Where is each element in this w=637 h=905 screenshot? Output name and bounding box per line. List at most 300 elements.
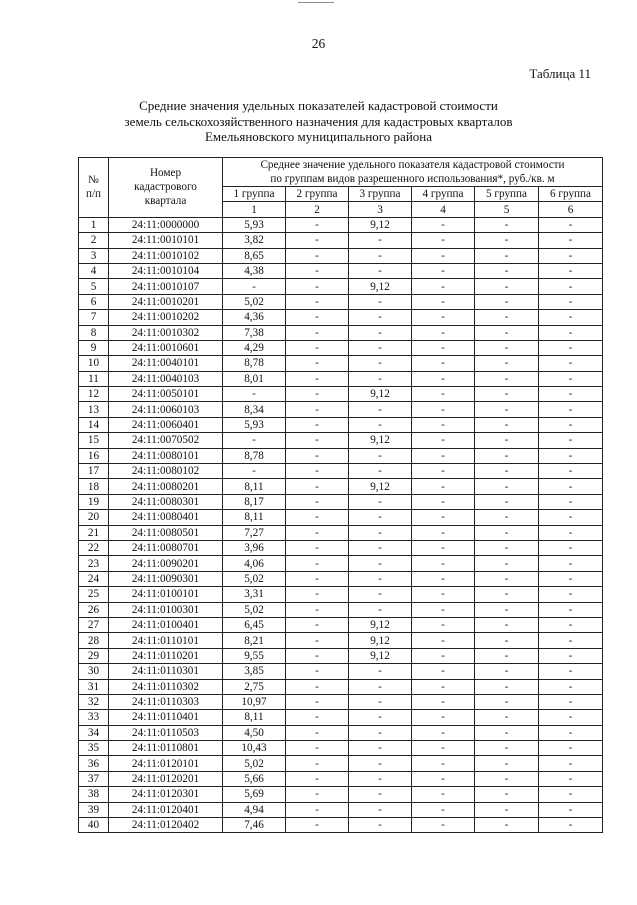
group-1-value: 5,02 [223, 294, 286, 309]
group-6-value: - [539, 679, 603, 694]
group-5-value: - [475, 387, 539, 402]
group-4-value: - [412, 417, 475, 432]
group-2-value: - [286, 633, 349, 648]
group-3-value: - [349, 233, 412, 248]
group-1-value: 5,69 [223, 787, 286, 802]
row-number-cell: 26 [79, 602, 109, 617]
group-1-value: 8,11 [223, 510, 286, 525]
group-6-value: - [539, 310, 603, 325]
group-1-value: 5,93 [223, 217, 286, 232]
header-group-6: 6 группа [539, 187, 603, 202]
group-4-value: - [412, 340, 475, 355]
group-2-value: - [286, 741, 349, 756]
group-4-value: - [412, 356, 475, 371]
group-2-value: - [286, 356, 349, 371]
group-6-value: - [539, 802, 603, 817]
group-6-value: - [539, 787, 603, 802]
group-2-value: - [286, 664, 349, 679]
group-3-value: - [349, 310, 412, 325]
table-body [79, 217, 603, 833]
group-2-value: - [286, 464, 349, 479]
group-6-value: - [539, 725, 603, 740]
group-3-value: - [349, 294, 412, 309]
group-6-value: - [539, 694, 603, 709]
group-5-value: - [475, 787, 539, 802]
group-5-value: - [475, 417, 539, 432]
row-number-cell: 14 [79, 417, 109, 432]
cadastral-number-cell: 24:11:0110302 [109, 679, 223, 694]
group-1-value: 3,85 [223, 664, 286, 679]
group-4-value: - [412, 756, 475, 771]
group-5-value: - [475, 679, 539, 694]
document-title [60, 98, 577, 145]
group-3-value: - [349, 556, 412, 571]
group-6-value: - [539, 402, 603, 417]
row-number-cell: 23 [79, 556, 109, 571]
cadastral-number-cell: 24:11:0120101 [109, 756, 223, 771]
row-number-cell: 16 [79, 448, 109, 463]
group-6-value: - [539, 494, 603, 509]
row-number-cell: 35 [79, 741, 109, 756]
row-number-cell: 20 [79, 510, 109, 525]
table-row [79, 464, 603, 479]
table-row [79, 725, 603, 740]
row-number-cell: 38 [79, 787, 109, 802]
group-3-value: 9,12 [349, 279, 412, 294]
row-number-cell: 30 [79, 664, 109, 679]
group-6-value: - [539, 448, 603, 463]
group-1-value: - [223, 279, 286, 294]
group-5-value: - [475, 725, 539, 740]
header-num-line-2: п/п [85, 188, 102, 201]
group-1-value: 5,93 [223, 417, 286, 432]
cadastral-number-cell: 24:11:0060401 [109, 417, 223, 432]
table-row [79, 510, 603, 525]
table-row [79, 818, 603, 833]
group-2-value: - [286, 448, 349, 463]
table-row [79, 310, 603, 325]
group-4-value: - [412, 263, 475, 278]
group-1-value: 4,38 [223, 263, 286, 278]
row-number-cell: 13 [79, 402, 109, 417]
cadastral-number-cell: 24:11:0110801 [109, 741, 223, 756]
row-number-cell: 36 [79, 756, 109, 771]
group-5-value: - [475, 617, 539, 632]
cadastral-number-cell: 24:11:0010107 [109, 279, 223, 294]
row-number-cell: 5 [79, 279, 109, 294]
group-2-value: - [286, 540, 349, 555]
group-1-value: 6,45 [223, 617, 286, 632]
cadastral-number-cell: 24:11:0050101 [109, 387, 223, 402]
group-1-value: 3,31 [223, 587, 286, 602]
group-4-value: - [412, 679, 475, 694]
group-4-value: - [412, 602, 475, 617]
group-2-value: - [286, 771, 349, 786]
group-6-value: - [539, 771, 603, 786]
group-6-value: - [539, 571, 603, 586]
header-cadastral-number [109, 158, 223, 218]
cadastral-number-cell: 24:11:0080701 [109, 540, 223, 555]
group-1-value: 8,11 [223, 710, 286, 725]
cadastral-number-cell: 24:11:0080501 [109, 525, 223, 540]
group-4-value: - [412, 617, 475, 632]
table-row [79, 664, 603, 679]
group-5-value: - [475, 464, 539, 479]
cadastral-number-cell: 24:11:0110503 [109, 725, 223, 740]
group-5-value: - [475, 402, 539, 417]
group-6-value: - [539, 279, 603, 294]
group-1-value: 5,02 [223, 756, 286, 771]
group-5-value: - [475, 263, 539, 278]
group-5-value: - [475, 710, 539, 725]
cadastral-number-cell: 24:11:0010302 [109, 325, 223, 340]
group-4-value: - [412, 387, 475, 402]
header-kad-line-3: квартала [144, 195, 187, 208]
cadastral-number-cell: 24:11:0100301 [109, 602, 223, 617]
group-3-value: 9,12 [349, 387, 412, 402]
table-row [79, 679, 603, 694]
table-row [79, 294, 603, 309]
group-2-value: - [286, 340, 349, 355]
group-5-value: - [475, 325, 539, 340]
group-3-value: - [349, 756, 412, 771]
table-row [79, 741, 603, 756]
header-kad-line-1: Номер [149, 167, 182, 180]
cadastral-number-cell: 24:11:0110401 [109, 710, 223, 725]
group-5-value: - [475, 340, 539, 355]
group-6-value: - [539, 602, 603, 617]
group-1-value: 8,78 [223, 448, 286, 463]
group-6-value: - [539, 617, 603, 632]
row-number-cell: 12 [79, 387, 109, 402]
row-number-cell: 27 [79, 617, 109, 632]
group-3-value: 9,12 [349, 217, 412, 232]
group-2-value: - [286, 371, 349, 386]
cadastral-number-cell: 24:11:0120402 [109, 818, 223, 833]
group-4-value: - [412, 233, 475, 248]
group-5-value: - [475, 310, 539, 325]
group-6-value: - [539, 710, 603, 725]
cadastral-number-cell: 24:11:0080102 [109, 464, 223, 479]
group-3-value: - [349, 494, 412, 509]
column-number-4: 4 [412, 202, 475, 217]
group-4-value: - [412, 571, 475, 586]
group-2-value: - [286, 710, 349, 725]
table-row [79, 710, 603, 725]
group-1-value: 10,97 [223, 694, 286, 709]
group-1-value: 5,02 [223, 571, 286, 586]
group-6-value: - [539, 340, 603, 355]
table-row [79, 448, 603, 463]
group-3-value: 9,12 [349, 617, 412, 632]
row-number-cell: 18 [79, 479, 109, 494]
group-6-value: - [539, 587, 603, 602]
cadastral-value-table [78, 157, 603, 833]
group-4-value: - [412, 310, 475, 325]
group-6-value: - [539, 356, 603, 371]
group-5-value: - [475, 356, 539, 371]
group-5-value: - [475, 248, 539, 263]
table-row [79, 587, 603, 602]
cadastral-number-cell: 24:11:0100401 [109, 617, 223, 632]
table-row [79, 417, 603, 432]
group-2-value: - [286, 433, 349, 448]
table-row [79, 402, 603, 417]
group-3-value: 9,12 [349, 433, 412, 448]
row-number-cell: 29 [79, 648, 109, 663]
group-1-value: 8,17 [223, 494, 286, 509]
group-1-value: 8,01 [223, 371, 286, 386]
group-6-value: - [539, 217, 603, 232]
group-1-value: 5,02 [223, 602, 286, 617]
group-2-value: - [286, 617, 349, 632]
row-number-cell: 6 [79, 294, 109, 309]
group-6-value: - [539, 540, 603, 555]
table-row [79, 787, 603, 802]
table-row [79, 633, 603, 648]
group-1-value: 4,29 [223, 340, 286, 355]
row-number-cell: 28 [79, 633, 109, 648]
header-kad-line-2: кадастрового [134, 181, 197, 194]
cadastral-number-cell: 24:11:0010102 [109, 248, 223, 263]
group-5-value: - [475, 540, 539, 555]
table-row [79, 694, 603, 709]
group-2-value: - [286, 310, 349, 325]
group-4-value: - [412, 479, 475, 494]
group-4-value: - [412, 248, 475, 263]
group-5-value: - [475, 756, 539, 771]
group-2-value: - [286, 417, 349, 432]
group-6-value: - [539, 510, 603, 525]
cadastral-number-cell: 24:11:0060103 [109, 402, 223, 417]
group-4-value: - [412, 802, 475, 817]
column-number-1: 1 [223, 202, 286, 217]
group-2-value: - [286, 279, 349, 294]
group-5-value: - [475, 217, 539, 232]
cadastral-number-cell: 24:11:0110201 [109, 648, 223, 663]
group-5-value: - [475, 818, 539, 833]
row-number-cell: 32 [79, 694, 109, 709]
group-4-value: - [412, 402, 475, 417]
group-5-value: - [475, 525, 539, 540]
group-1-value: 9,55 [223, 648, 286, 663]
group-2-value: - [286, 479, 349, 494]
group-6-value: - [539, 633, 603, 648]
group-4-value: - [412, 741, 475, 756]
group-1-value: 8,34 [223, 402, 286, 417]
table-row [79, 263, 603, 278]
group-1-value: 4,36 [223, 310, 286, 325]
group-6-value: - [539, 263, 603, 278]
row-number-cell: 8 [79, 325, 109, 340]
header-average-value [223, 158, 603, 187]
group-3-value: - [349, 664, 412, 679]
row-number-cell: 3 [79, 248, 109, 263]
group-2-value: - [286, 602, 349, 617]
group-3-value: - [349, 802, 412, 817]
cadastral-number-cell: 24:11:0110303 [109, 694, 223, 709]
group-1-value: 3,96 [223, 540, 286, 555]
group-6-value: - [539, 464, 603, 479]
group-4-value: - [412, 633, 475, 648]
group-5-value: - [475, 571, 539, 586]
group-4-value: - [412, 525, 475, 540]
group-6-value: - [539, 525, 603, 540]
title-line-3: Емельяновского муниципального района [204, 129, 433, 144]
group-1-value: 5,66 [223, 771, 286, 786]
table-row [79, 340, 603, 355]
row-number-cell: 34 [79, 725, 109, 740]
group-2-value: - [286, 818, 349, 833]
group-2-value: - [286, 510, 349, 525]
group-4-value: - [412, 587, 475, 602]
group-4-value: - [412, 648, 475, 663]
group-3-value: - [349, 248, 412, 263]
group-3-value: - [349, 771, 412, 786]
group-5-value: - [475, 479, 539, 494]
cadastral-number-cell: 24:11:0010101 [109, 233, 223, 248]
header-group-2: 2 группа [286, 187, 349, 202]
cadastral-number-cell: 24:11:0070502 [109, 433, 223, 448]
cadastral-number-cell: 24:11:0080301 [109, 494, 223, 509]
page-number: 26 [311, 36, 326, 51]
group-2-value: - [286, 217, 349, 232]
group-3-value: - [349, 464, 412, 479]
group-5-value: - [475, 448, 539, 463]
group-6-value: - [539, 818, 603, 833]
group-1-value: 2,75 [223, 679, 286, 694]
group-4-value: - [412, 464, 475, 479]
group-5-value: - [475, 771, 539, 786]
column-number-5: 5 [475, 202, 539, 217]
title-line-2: земель сельскохозяйственного назначения для кадастровых кварталов [124, 113, 513, 129]
group-6-value: - [539, 664, 603, 679]
group-2-value: - [286, 233, 349, 248]
group-4-value: - [412, 787, 475, 802]
cadastral-number-cell: 24:11:0100101 [109, 587, 223, 602]
group-2-value: - [286, 248, 349, 263]
cadastral-number-cell: 24:11:0010104 [109, 263, 223, 278]
group-3-value: - [349, 787, 412, 802]
group-2-value: - [286, 787, 349, 802]
group-3-value: - [349, 587, 412, 602]
group-4-value: - [412, 433, 475, 448]
group-4-value: - [412, 771, 475, 786]
table-row [79, 233, 603, 248]
cadastral-number-cell: 24:11:0000000 [109, 217, 223, 232]
row-number-cell: 22 [79, 540, 109, 555]
group-5-value: - [475, 371, 539, 386]
table-row [79, 556, 603, 571]
group-2-value: - [286, 263, 349, 278]
group-3-value: - [349, 510, 412, 525]
group-3-value: - [349, 340, 412, 355]
group-5-value: - [475, 602, 539, 617]
group-6-value: - [539, 741, 603, 756]
group-3-value: 9,12 [349, 633, 412, 648]
group-1-value: 8,21 [223, 633, 286, 648]
group-2-value: - [286, 679, 349, 694]
group-1-value: 4,94 [223, 802, 286, 817]
table-row [79, 756, 603, 771]
row-number-cell: 37 [79, 771, 109, 786]
group-2-value: - [286, 694, 349, 709]
row-number-cell: 11 [79, 371, 109, 386]
group-6-value: - [539, 756, 603, 771]
row-number-cell: 24 [79, 571, 109, 586]
row-number-cell: 31 [79, 679, 109, 694]
group-6-value: - [539, 233, 603, 248]
group-1-value: 10,43 [223, 741, 286, 756]
group-5-value: - [475, 741, 539, 756]
group-4-value: - [412, 494, 475, 509]
group-4-value: - [412, 556, 475, 571]
header-avg-line-2: по группам видов разрешенного использования*, руб./кв. м [270, 173, 555, 185]
cadastral-number-cell: 24:11:0120301 [109, 787, 223, 802]
group-2-value: - [286, 587, 349, 602]
group-2-value: - [286, 294, 349, 309]
cadastral-number-cell: 24:11:0120201 [109, 771, 223, 786]
row-number-cell: 39 [79, 802, 109, 817]
cadastral-number-cell: 24:11:0040101 [109, 356, 223, 371]
group-1-value: 3,82 [223, 233, 286, 248]
group-4-value: - [412, 694, 475, 709]
table-row [79, 356, 603, 371]
group-4-value: - [412, 510, 475, 525]
group-4-value: - [412, 818, 475, 833]
group-1-value: - [223, 464, 286, 479]
table-row [79, 525, 603, 540]
group-1-value: 8,78 [223, 356, 286, 371]
cadastral-number-cell: 24:11:0080401 [109, 510, 223, 525]
group-4-value: - [412, 664, 475, 679]
group-4-value: - [412, 725, 475, 740]
group-2-value: - [286, 494, 349, 509]
table-row [79, 494, 603, 509]
group-4-value: - [412, 217, 475, 232]
group-2-value: - [286, 402, 349, 417]
table-row [79, 479, 603, 494]
group-6-value: - [539, 648, 603, 663]
table-row [79, 602, 603, 617]
group-3-value: - [349, 356, 412, 371]
group-3-value: 9,12 [349, 648, 412, 663]
group-2-value: - [286, 387, 349, 402]
table-row [79, 571, 603, 586]
row-number-cell: 21 [79, 525, 109, 540]
cadastral-number-cell: 24:11:0110101 [109, 633, 223, 648]
cadastral-number-cell: 24:11:0040103 [109, 371, 223, 386]
header-group-1: 1 группа [223, 187, 286, 202]
group-2-value: - [286, 571, 349, 586]
group-6-value: - [539, 248, 603, 263]
header-group-3: 3 группа [349, 187, 412, 202]
table-row [79, 648, 603, 663]
table-row [79, 248, 603, 263]
group-5-value: - [475, 494, 539, 509]
group-2-value: - [286, 525, 349, 540]
group-5-value: - [475, 664, 539, 679]
group-5-value: - [475, 510, 539, 525]
group-6-value: - [539, 433, 603, 448]
table-label: Таблица 11 [529, 66, 591, 81]
column-number-2: 2 [286, 202, 349, 217]
group-4-value: - [412, 540, 475, 555]
row-number-cell: 10 [79, 356, 109, 371]
group-3-value: - [349, 725, 412, 740]
group-3-value: - [349, 602, 412, 617]
group-3-value: - [349, 263, 412, 278]
